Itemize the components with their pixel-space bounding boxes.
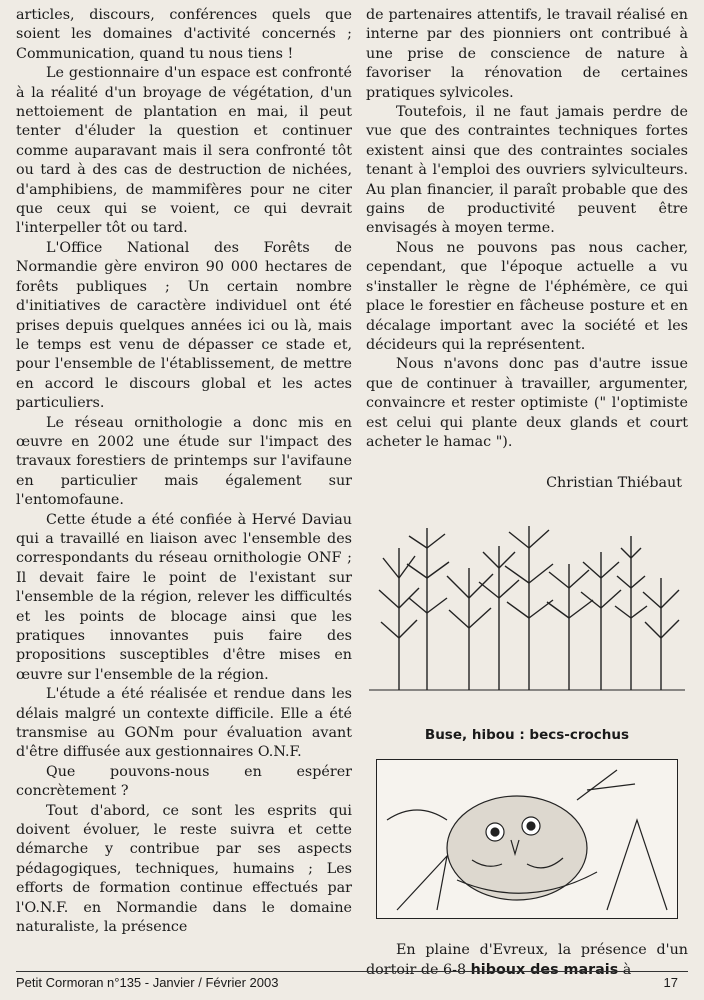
final-text-bold: hiboux des marais <box>470 961 619 978</box>
paragraph-13 <box>366 941 688 980</box>
paragraph-4: Le réseau ornithologie a donc mis en œuvre en 2002 une étude sur l'impact des travaux forestiers de printemps sur l'avifaune en particulier mais également sur l'entomofaune. <box>16 414 352 509</box>
owl-illustration <box>376 759 678 919</box>
author-signature: Christian Thiébaut <box>546 475 682 492</box>
paragraph-7: Que pouvons-nous en espérer concrètement ? <box>16 763 352 800</box>
paragraph-3: L'Office National des Forêts de Normandie gère environ 90 000 hectares de forêts publiques ; Un certain nombre d'initiatives de caractère individuel ont été prises depuis quelques années ici ou là, mais le temps est venu de dépasser ce stade et, pour l'ensemble de l'établissement, de mettre en accord le discours global et les actes particuliers. <box>16 239 352 412</box>
illustration-caption: Buse, hibou : becs-crochus <box>424 726 630 743</box>
paragraph-9: de partenaires attentifs, le travail réalisé en interne par des pionniers ont contribué à une prise de conscience de nature à favoriser la rénovation de certaines pratiques sylvicoles. <box>366 7 688 101</box>
page-number: 17 <box>663 975 678 990</box>
paragraph-2: Le gestionnaire d'un espace est confronté à la réalité d'un broyage de végétation, d'un nettoiement de plantation en mai, il peut tenter d'éluder la question et continuer comme auparavant mais il sera confronté tôt ou tard à des cas de destruction de nichées, d'amphibiens, de mammifères pour ne citer que ceux qui se voient, ce qui devrait l'interpeller tôt ou tard. <box>16 65 352 237</box>
paragraph-6: L'étude a été réalisée et rendue dans les délais malgré un contexte difficile. Elle a été transmise au GONm pour évaluation avant d'être diffusée aux gestionnaires O.N.F. <box>16 686 352 761</box>
footer-rule <box>16 971 688 972</box>
publication-info: Petit Cormoran n°135 - Janvier / Février 2003 <box>16 975 279 990</box>
paragraph-1: articles, discours, conférences quels que soient les domaines d'activité concernés ; Communication, quand tu nous tiens ! <box>16 7 352 62</box>
paragraph-12: Nous n'avons donc pas d'autre issue que de continuer à travailler, argumenter, convaincre et rester optimiste (" l'optimiste est celui qui plante deux glands et court acheter le hamac "). <box>366 356 688 450</box>
paragraph-8: Tout d'abord, ce sont les esprits qui doivent évoluer, le reste suivra et cette démarche y contribue par ses aspects pédagogiques, techniques, humains ; Les efforts de formation continue effectués par l'O.N.F. en Normandie dans le domaine naturaliste, la présence <box>16 802 352 936</box>
forest-illustration <box>369 518 685 698</box>
paragraph-10: Toutefois, il ne faut jamais perdre de vue que des contraintes techniques fortes existent ainsi que des contraintes sociales tenant à l'emploi des ouvriers sylviculteurs. Au plan financier, il paraît probable que des gains de productivité peuvent être envisagés à moyen terme. <box>366 104 688 237</box>
final-text-start: En plaine d'Evreux, la présence d'un dortoir de 6-8 <box>366 942 688 978</box>
final-text-end: à <box>618 961 632 978</box>
paragraph-5: Cette étude a été confiée à Hervé Daviau qui a travaillé en liaison avec l'ensemble des correspondants du réseau ornithologie ONF ; Il devait faire le point de l'existant sur l'ensemble de la région, relever les difficultés et les points de blocage ainsi que les pratiques innovantes puis faire des propositions susceptibles d'être mises en œuvre sur l'ensemble de la région. <box>16 511 352 683</box>
paragraph-11: Nous ne pouvons pas nous cacher, cependant, que l'époque actuelle a vu s'installer le règne de l'éphémère, ce qui place le forestier en fâcheuse posture et en décalage important avec la société et les décideurs qui la représentent. <box>366 239 688 353</box>
right-column <box>366 6 688 980</box>
left-column <box>16 6 352 938</box>
